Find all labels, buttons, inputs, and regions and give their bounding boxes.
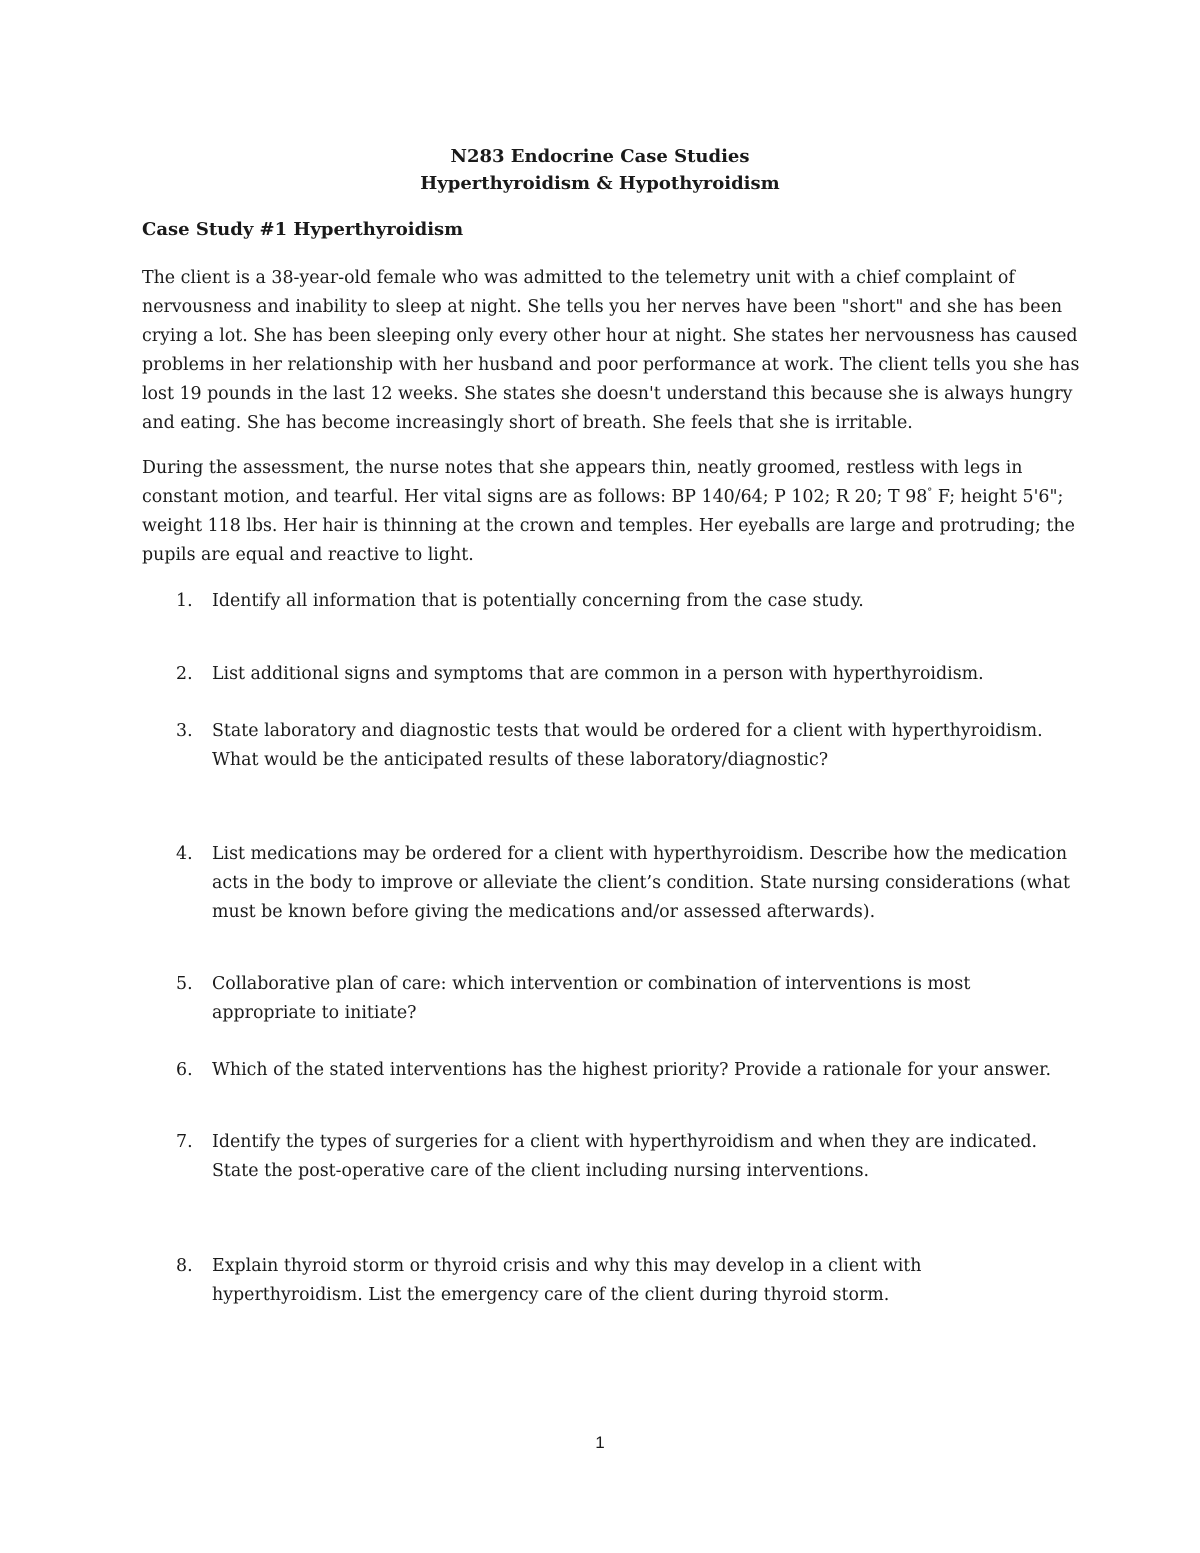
paragraph-line: pupils are equal and reactive to light. [142, 545, 474, 565]
question-text [212, 1128, 1062, 1186]
case-paragraph-1 [142, 264, 1080, 438]
page-number: 1 [595, 1433, 605, 1452]
question-text [212, 970, 1062, 1028]
question-number: 5. [176, 974, 193, 994]
paragraph-line: During the assessment, the nurse notes that she appears thin, neatly groomed, restless with legs in [142, 458, 1023, 478]
question-text [212, 587, 1062, 616]
question-line: Collaborative plan of care: which intervention or combination of interventions is most [212, 974, 971, 994]
document-subtitle: Hyperthyroidism & Hypothyroidism [420, 173, 780, 194]
paragraph-line: nervousness and inability to sleep at night. She tells you her nerves have been "short" and she has been [142, 297, 1063, 317]
question-line: appropriate to initiate? [212, 1003, 417, 1023]
question-line: State laboratory and diagnostic tests that would be ordered for a client with hyperthyroidism. [212, 721, 1043, 741]
document-title: N283 Endocrine Case Studies [450, 146, 750, 167]
question-line: must be known before giving the medications and/or assessed afterwards). [212, 902, 876, 922]
vitals-text-end: F; height 5'6"; [932, 487, 1064, 507]
question-line: Identify all information that is potentially concerning from the case study. [212, 591, 864, 611]
question-text [212, 1056, 1062, 1085]
paragraph-line: crying a lot. She has been sleeping only every other hour at night. She states her nervousness has caused [142, 326, 1078, 346]
question-number: 3. [176, 721, 193, 741]
question-line: List additional signs and symptoms that are common in a person with hyperthyroidism. [212, 664, 984, 684]
question-number: 2. [176, 664, 193, 684]
question-number: 7. [176, 1132, 193, 1152]
question-line: Explain thyroid storm or thyroid crisis and why this may develop in a client with [212, 1256, 922, 1276]
paragraph-line: The client is a 38-year-old female who was admitted to the telemetry unit with a chief complaint of [142, 268, 1015, 288]
question-line: Which of the stated interventions has the highest priority? Provide a rationale for your answer. [212, 1060, 1052, 1080]
paragraph-line: lost 19 pounds in the last 12 weeks. She states she doesn't understand this because she is always hungry [142, 384, 1073, 404]
question-number: 8. [176, 1256, 193, 1276]
question-line: hyperthyroidism. List the emergency care of the client during thyroid storm. [212, 1285, 890, 1305]
question-number: 4. [176, 844, 193, 864]
paragraph-line: problems in her relationship with her husband and poor performance at work. The client tells you she has [142, 355, 1080, 375]
vitals-text: constant motion, and tearful. Her vital signs are as follows: BP 140/64; P 102; R 20; T 98 [142, 487, 928, 507]
paragraph-line-vitals [142, 483, 1062, 512]
section-heading: Case Study #1 Hyperthyroidism [142, 219, 464, 240]
question-line: State the post-operative care of the client including nursing interventions. [212, 1161, 870, 1181]
question-text [212, 1252, 1062, 1310]
paragraph-line: and eating. She has become increasingly short of breath. She feels that she is irritable. [142, 413, 913, 433]
question-line: acts in the body to improve or alleviate the client’s condition. State nursing considerations (what [212, 873, 1070, 893]
question-line: Identify the types of surgeries for a client with hyperthyroidism and when they are indicated. [212, 1132, 1038, 1152]
question-line: What would be the anticipated results of these laboratory/diagnostic? [212, 750, 829, 770]
paragraph-line: weight 118 lbs. Her hair is thinning at the crown and temples. Her eyeballs are large and protruding; the [142, 516, 1075, 536]
degree-symbol: ° [927, 487, 933, 499]
title-block [0, 143, 1200, 197]
question-text [212, 840, 1070, 927]
case-paragraph-2 [142, 454, 1075, 570]
question-number: 6. [176, 1060, 193, 1080]
question-text [212, 717, 1062, 775]
question-line: List medications may be ordered for a client with hyperthyroidism. Describe how the medication [212, 844, 1068, 864]
question-number: 1. [176, 591, 193, 611]
question-text [212, 660, 1062, 689]
